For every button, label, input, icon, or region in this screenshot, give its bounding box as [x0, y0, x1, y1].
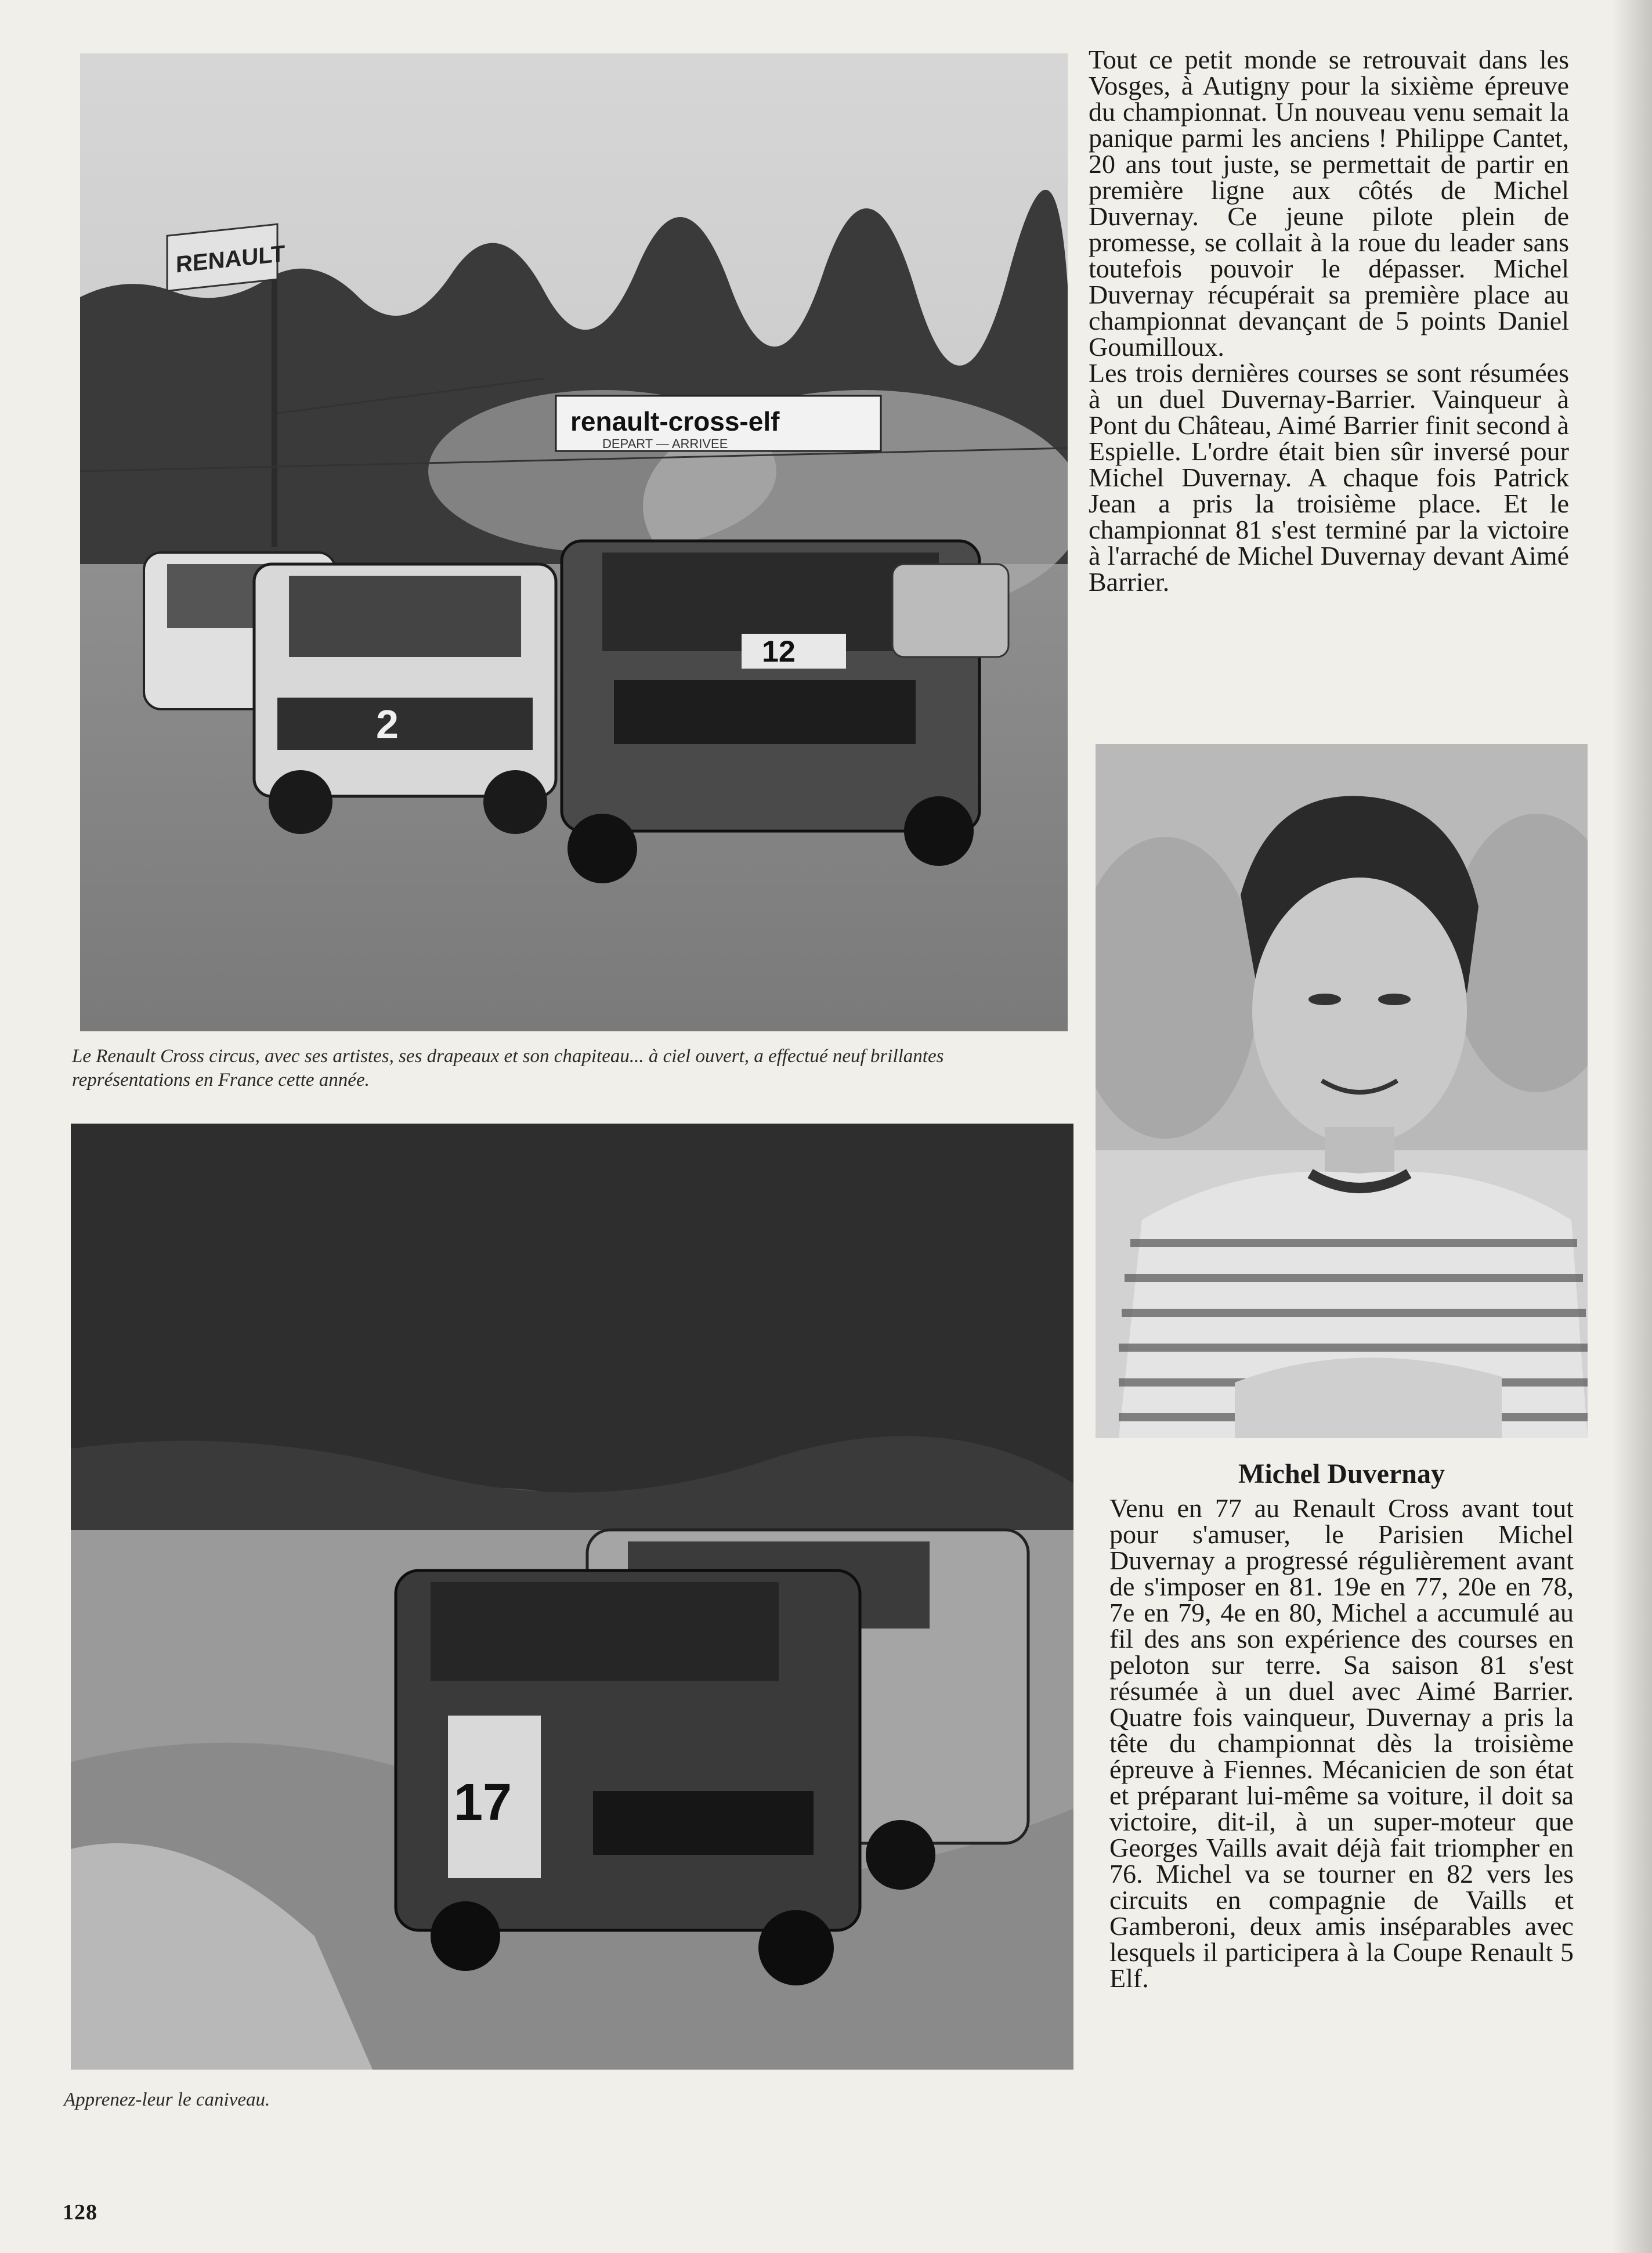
- svg-text:12: 12: [762, 635, 796, 669]
- bottom-photo-caption: Apprenez-leur le caniveau.: [64, 2089, 270, 2110]
- page-gutter-shadow: [1611, 0, 1652, 2253]
- banner-subtext: DEPART — ARRIVEE: [602, 436, 728, 451]
- bio-title: Michel Duvernay: [1238, 1458, 1445, 1489]
- banner-text: renault-cross-elf: [570, 406, 780, 436]
- car-number-17: [396, 1570, 860, 1985]
- car-number-2: [254, 564, 556, 834]
- top-race-photo: [80, 53, 1068, 1031]
- top-photo-caption: Le Renault Cross circus, avec ses artistes, ses drapeaux et son chapiteau... à ciel ouvert, a effectué neuf brillantes représentations en France cette année.: [72, 1046, 944, 1091]
- article-paragraph-2: Les trois dernières courses se sont résumées à un duel Duvernay-Barrier. Vainqueur à Pont du Château, Aimé Barrier finit second à Espielle. L'ordre était bien sûr inversé pour Michel Duvernay. A chaque fois Patrick Jean a pris la troisième place. Et le championnat 81 s'est terminé par la victoire à l'arraché de Michel Duvernay devant Aimé Barrier.: [1089, 358, 1569, 597]
- article-body: [1089, 46, 1569, 595]
- article-paragraph-1: Tout ce petit monde se retrouvait dans les Vosges, à Autigny pour la sixième épreuve du championnat. Un nouveau venu semait la panique parmi les anciens ! Philippe Cantet, 20 ans tout juste, se permettait de partir en première ligne aux côtés de Michel Duvernay. Ce jeune pilote plein de promesse, se collait à la roue du leader sans toutefois pouvoir le dépasser. Michel Duvernay récupérait sa première place au championnat devançant de 5 points Daniel Goumilloux.: [1089, 45, 1569, 362]
- portrait-photo: [1096, 744, 1588, 1438]
- bio-text: Venu en 77 au Renault Cross avant tout pour s'amuser, le Parisien Michel Duvernay a progressé régulièrement avant de s'imposer en 81. 19e en 77, 20e en 78, 7e en 79, 4e en 80, Michel a accumulé au fil des ans son expérience des courses en peloton sur terre. Sa saison 81 s'est résumée à un duel avec Aimé Barrier. Quatre fois vainqueur, Duvernay a pris la tête du championnat dès la troisième épreuve à Fiennes. Mécanicien de son état et préparant lui-même sa voiture, il doit sa victoire, dit-il, à un super-moteur que Georges Vaills avait déjà fait triompher en 76. Michel va se tourner en 82 vers les circuits en compagnie de Vaills et Gamberoni, deux amis inséparables avec lesquels il participera à la Coupe Renault 5 Elf.: [1109, 1493, 1574, 1993]
- flag-text: RENAULT: [176, 240, 285, 278]
- page-number: 128: [63, 2200, 97, 2225]
- svg-text:2: 2: [376, 702, 399, 747]
- svg-text:17: 17: [454, 1774, 512, 1832]
- bottom-race-photo: [71, 1124, 1073, 2070]
